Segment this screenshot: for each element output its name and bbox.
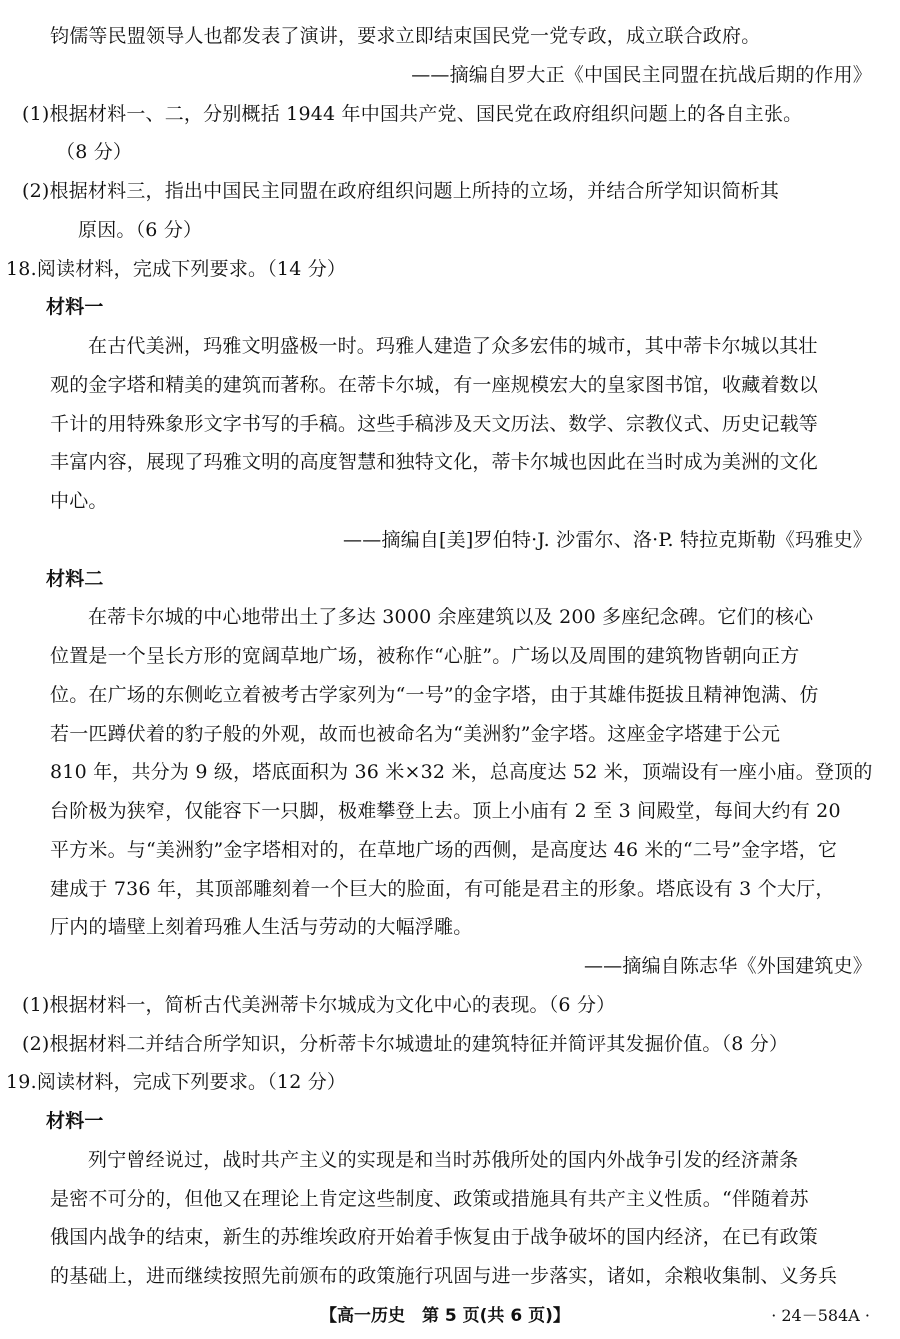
source-citation: ——摘编自[美]罗伯特·J. 沙雷尔、洛·P. 特拉克斯勒《玛雅史》 <box>343 529 872 551</box>
text-line: 810 年，共分为 9 级，塔底面积为 36 米×32 米，总高度达 52 米，顶端设有一座小庙。登顶的 <box>50 761 873 783</box>
material-heading: 材料一 <box>46 296 104 318</box>
text-line: 台阶极为狭窄，仅能容下一只脚，极难攀登上去。顶上小庙有 2 至 3 间殿堂，每间大约有 20 <box>50 800 841 822</box>
text-line: 在古代美洲，玛雅文明盛极一时。玛雅人建造了众多宏伟的城市，其中蒂卡尔城以其壮 <box>88 335 818 357</box>
material-heading: 材料二 <box>46 568 104 590</box>
text-line: 钧儒等民盟领导人也都发表了演讲，要求立即结束国民党一党专政，成立联合政府。 <box>50 25 761 47</box>
text-line: 观的金字塔和精美的建筑而著称。在蒂卡尔城，有一座规模宏大的皇家图书馆，收藏着数以 <box>50 374 819 396</box>
question-heading: 19.阅读材料，完成下列要求。（12 分） <box>6 1071 347 1093</box>
text-line: （8 分） <box>56 141 133 163</box>
exam-code: · 24－584A · <box>771 1306 870 1325</box>
question-heading: 18.阅读材料，完成下列要求。（14 分） <box>6 258 347 280</box>
text-line: 中心。 <box>50 490 108 512</box>
text-line: 是密不可分的，但他又在理论上肯定这些制度、政策或措施具有共产主义性质。“伴随着苏 <box>50 1188 809 1210</box>
text-line: 丰富内容，展现了玛雅文明的高度智慧和独特文化，蒂卡尔城也因此在当时成为美洲的文化 <box>50 451 819 473</box>
text-line: 列宁曾经说过，战时共产主义的实现是和当时苏俄所处的国内外战争引发的经济萧条 <box>88 1149 799 1171</box>
source-citation: ——摘编自陈志华《外国建筑史》 <box>583 955 872 977</box>
question-item: (2)根据材料三，指出中国民主同盟在政府组织问题上所持的立场，并结合所学知识简析其 <box>22 180 780 202</box>
page-footer: 【高一历史 第 5 页(共 6 页)】 <box>320 1306 570 1326</box>
text-line: 的基础上，进而继续按照先前颁布的政策施行巩固与进一步落实，诸如，余粮收集制、义务兵 <box>50 1265 838 1287</box>
material-heading: 材料一 <box>46 1110 104 1132</box>
question-item: (1)根据材料一、二，分别概括 1944 年中国共产党、国民党在政府组织问题上的各自主张。 <box>22 103 803 125</box>
text-line: 平方米。与“美洲豹”金字塔相对的，在草地广场的西侧，是高度达 46 米的“二号”金字塔，它 <box>50 839 838 861</box>
text-line: 在蒂卡尔城的中心地带出土了多达 3000 余座建筑以及 200 多座纪念碑。它们的核心 <box>88 606 814 628</box>
text-line: 厅内的墙壁上刻着玛雅人生活与劳动的大幅浮雕。 <box>50 916 473 938</box>
text-line: 原因。（6 分） <box>78 219 203 241</box>
question-item: (2)根据材料二并结合所学知识，分析蒂卡尔城遗址的建筑特征并简评其发掘价值。（8 分） <box>22 1033 789 1055</box>
text-line: 位。在广场的东侧屹立着被考古学家列为“一号”的金字塔，由于其雄伟挺拔且精神饱满、仿 <box>50 684 819 706</box>
text-line: 千计的用特殊象形文字书写的手稿。这些手稿涉及天文历法、数学、宗教仪式、历史记载等 <box>50 413 819 435</box>
text-line: 俄国内战争的结束，新生的苏维埃政府开始着手恢复由于战争破坏的国内经济，在已有政策 <box>50 1226 819 1248</box>
text-line: 位置是一个呈长方形的宽阔草地广场，被称作“心脏”。广场以及周围的建筑物皆朝向正方 <box>50 645 800 667</box>
text-line: 建成于 736 年，其顶部雕刻着一个巨大的脸面，有可能是君主的形象。塔底设有 3 个大厅， <box>50 878 835 900</box>
source-citation: ——摘编自罗大正《中国民主同盟在抗战后期的作用》 <box>411 64 872 86</box>
text-line: 若一匹蹲伏着的豹子般的外观，故而也被命名为“美洲豹”金字塔。这座金字塔建于公元 <box>50 723 781 745</box>
question-item: (1)根据材料一，简析古代美洲蒂卡尔城成为文化中心的表现。（6 分） <box>22 994 616 1016</box>
